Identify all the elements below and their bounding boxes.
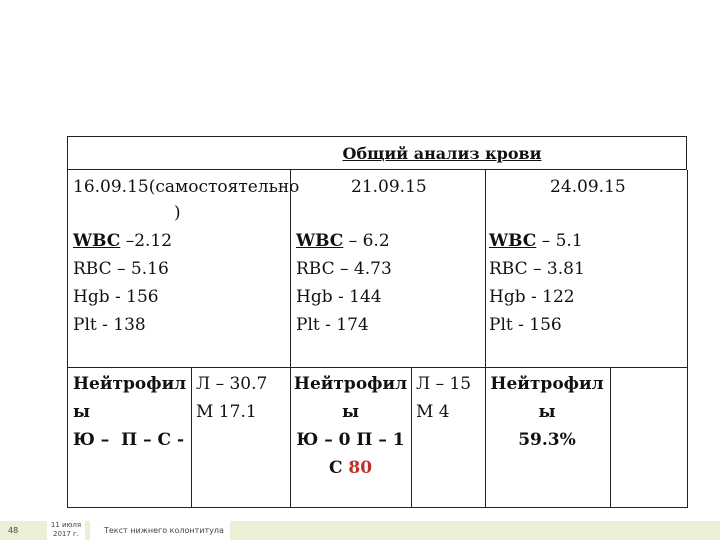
col2-l-value: Л – 15 [416, 374, 472, 394]
table-bottom-border [67, 507, 688, 508]
table-subdivider-col3 [610, 367, 611, 507]
table-subdivider-col1 [191, 367, 192, 507]
col1-m-value: М 17.1 [196, 402, 257, 422]
col3-hgb: Hgb - 122 [489, 287, 575, 307]
col1-l-value: Л – 30.7 [196, 374, 268, 394]
col1-rbc: RBC – 5.16 [73, 259, 169, 279]
col2-s-value: 80 [348, 458, 373, 478]
col2-neut-line4 [292, 454, 409, 482]
col1-date-line1: 16.09.15(самостоятельно [73, 177, 300, 197]
col1-wbc-value: –2.12 [120, 231, 173, 251]
table-title-cell [67, 136, 687, 170]
col1-date-line2: ) [174, 203, 181, 223]
col2-s-label: С [328, 458, 349, 478]
col3-neut-line1: Нейтрофил [490, 374, 604, 394]
table-row-divider [67, 367, 688, 368]
col2-plt: Plt - 174 [296, 315, 369, 335]
col2-wbc-value: – 6.2 [343, 231, 390, 251]
footer-date-line1: 11 июля [50, 521, 82, 529]
col2-m-value: М 4 [416, 402, 450, 422]
table-subdivider-col2 [411, 367, 412, 507]
col2-neut-line3: Ю – 0 П – 1 [296, 430, 405, 450]
col3-wbc-value: – 5.1 [536, 231, 583, 251]
col1-hgb: Hgb - 156 [73, 287, 159, 307]
table-divider-col2 [290, 170, 291, 508]
col1-neut-line1: Нейтрофил [73, 374, 187, 394]
col2-wbc [296, 227, 390, 255]
col2-rbc: RBC – 4.73 [296, 259, 392, 279]
col1-neut-line3: Ю – П – С - [73, 430, 185, 450]
col1-neut-line2: ы [73, 402, 91, 422]
col2-hgb: Hgb - 144 [296, 287, 382, 307]
col1-plt: Plt - 138 [73, 315, 146, 335]
col1-wbc-label: WBC [73, 231, 121, 251]
table-title: Общий анализ крови [342, 144, 542, 163]
footer-text: Текст нижнего колонтитула [90, 521, 230, 540]
col2-neut-line1: Нейтрофил [293, 374, 408, 394]
footer-date [47, 521, 85, 540]
footer-date-line2: 2017 г. [53, 530, 79, 538]
col3-date: 24.09.15 [550, 177, 626, 197]
col3-neut-line2: ы [538, 402, 556, 422]
col3-rbc: RBC – 3.81 [489, 259, 585, 279]
col2-neut-line2: ы [341, 402, 360, 422]
col3-wbc-label: WBC [489, 231, 537, 251]
col2-date: 21.09.15 [351, 177, 427, 197]
table-left-border [67, 170, 68, 508]
col3-wbc [489, 227, 583, 255]
table-divider-col3 [485, 170, 486, 508]
slide-number: 48 [8, 526, 19, 535]
table-right-border [687, 170, 688, 508]
col3-neut-line3: 59.3% [518, 430, 576, 450]
col1-wbc [73, 227, 172, 255]
col2-wbc-label: WBC [296, 231, 344, 251]
col3-plt: Plt - 156 [489, 315, 562, 335]
